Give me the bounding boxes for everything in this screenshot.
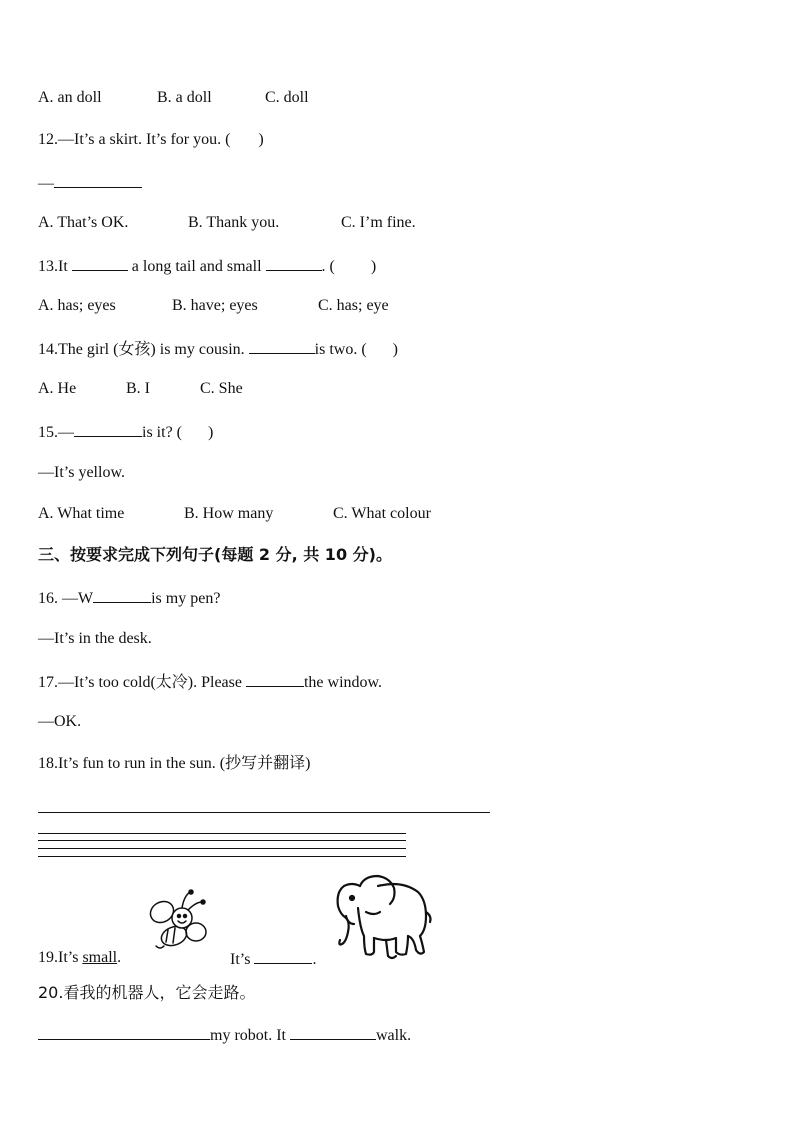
- q15-option-b[interactable]: B. How many: [184, 505, 274, 522]
- q14-option-a[interactable]: A. He: [38, 380, 77, 397]
- q20-blank-1[interactable]: [38, 1024, 210, 1040]
- q19-blank[interactable]: [254, 948, 312, 964]
- q12-reply-line: [38, 172, 142, 194]
- q13-blank-1[interactable]: [72, 255, 128, 271]
- q13-options: [38, 296, 389, 316]
- q16-text-1: 16. —W: [38, 590, 94, 607]
- q16-answer: —It’s in the desk.: [38, 630, 152, 647]
- q19-prompt: [38, 948, 121, 968]
- q14-option-b[interactable]: B. I: [126, 380, 150, 397]
- q15-options: [38, 504, 431, 524]
- q16-prompt: [38, 587, 220, 609]
- q19-text-1: 19.It’s: [38, 949, 79, 966]
- q14-text-1: 14.The girl (女孩) is my cousin.: [38, 341, 245, 358]
- q12-option-a[interactable]: A. That’s OK.: [38, 214, 129, 231]
- q16-text-2: is my pen?: [151, 590, 221, 607]
- q15-prompt: [38, 421, 213, 443]
- q20-text-2: walk.: [376, 1027, 412, 1044]
- q12-option-b[interactable]: B. Thank you.: [188, 214, 280, 231]
- q13-text-2: a long tail and small: [131, 258, 262, 275]
- q12-close-paren: ): [258, 131, 264, 148]
- q17-answer: —OK.: [38, 713, 82, 730]
- elephant-icon: [330, 872, 434, 964]
- q20-answer-line: [38, 1024, 411, 1046]
- q11-options: [38, 88, 309, 108]
- q13-blank-2[interactable]: [266, 255, 322, 271]
- q14-text-2: is two. (: [314, 341, 367, 358]
- q12-option-c[interactable]: C. I’m fine.: [341, 214, 416, 231]
- q19-second-part: [230, 948, 316, 970]
- q15-text-2: is it? (: [142, 424, 182, 441]
- q19-period-1: .: [117, 949, 122, 966]
- q17-prompt: [38, 671, 382, 693]
- q15-option-c[interactable]: C. What colour: [333, 505, 431, 522]
- q20-text-1: my robot. It: [210, 1027, 286, 1044]
- q11-option-b[interactable]: B. a doll: [157, 89, 212, 106]
- q19-word-small: small: [82, 949, 118, 966]
- q13-text-1: 13.It: [38, 258, 68, 275]
- q13-option-a[interactable]: A. has; eyes: [38, 297, 116, 314]
- q14-close-paren: ): [392, 341, 398, 358]
- q19-text-3: It’s: [230, 951, 251, 968]
- q11-option-c[interactable]: C. doll: [265, 89, 309, 106]
- q20-prompt: 20.看我的机器人，它会走路。: [38, 983, 256, 1002]
- q17-blank[interactable]: [246, 671, 304, 687]
- section3-heading: 三、按要求完成下列句子(每题 2 分, 共 10 分)。: [38, 545, 392, 564]
- q17-text-1: 17.—It’s too cold(太冷). Please: [38, 674, 242, 691]
- q15-blank[interactable]: [74, 421, 142, 437]
- q13-option-c[interactable]: C. has; eye: [318, 297, 389, 314]
- q14-option-c[interactable]: C. She: [200, 380, 243, 397]
- q12-reply-blank[interactable]: [54, 172, 142, 188]
- q13-prompt: [38, 255, 376, 277]
- q17-text-2: the window.: [303, 674, 383, 691]
- q13-text-3: . (: [321, 258, 335, 275]
- q13-close-paren: ): [370, 258, 377, 275]
- q18-writing-line-3[interactable]: [38, 848, 406, 849]
- q18-writing-line-2[interactable]: [38, 840, 406, 841]
- q13-option-b[interactable]: B. have; eyes: [172, 297, 258, 314]
- q11-option-a[interactable]: A. an doll: [38, 89, 102, 106]
- q15-option-a[interactable]: A. What time: [38, 505, 125, 522]
- q16-blank[interactable]: [93, 587, 151, 603]
- bee-icon: [144, 888, 210, 956]
- q18-writing-line-4[interactable]: [38, 856, 406, 857]
- q19-period-2: .: [312, 951, 317, 968]
- q15-close-paren: ): [208, 424, 214, 441]
- q15-text-1: 15.—: [38, 424, 74, 441]
- q14-prompt: [38, 338, 398, 360]
- q18-prompt: 18.It’s fun to run in the sun. (抄写并翻译): [38, 755, 311, 772]
- q18-copy-line[interactable]: [38, 812, 490, 813]
- q12-options: [38, 213, 416, 233]
- q12-prompt-text: 12.—It’s a skirt. It’s for you. (: [38, 131, 231, 148]
- q18-writing-line-1[interactable]: [38, 833, 406, 834]
- q12-prompt: [38, 130, 264, 150]
- q15-answer: —It’s yellow.: [38, 464, 125, 481]
- q20-blank-2[interactable]: [290, 1024, 376, 1040]
- q14-options: [38, 379, 243, 399]
- q12-reply-dash: —: [38, 175, 54, 192]
- q14-blank[interactable]: [249, 338, 315, 354]
